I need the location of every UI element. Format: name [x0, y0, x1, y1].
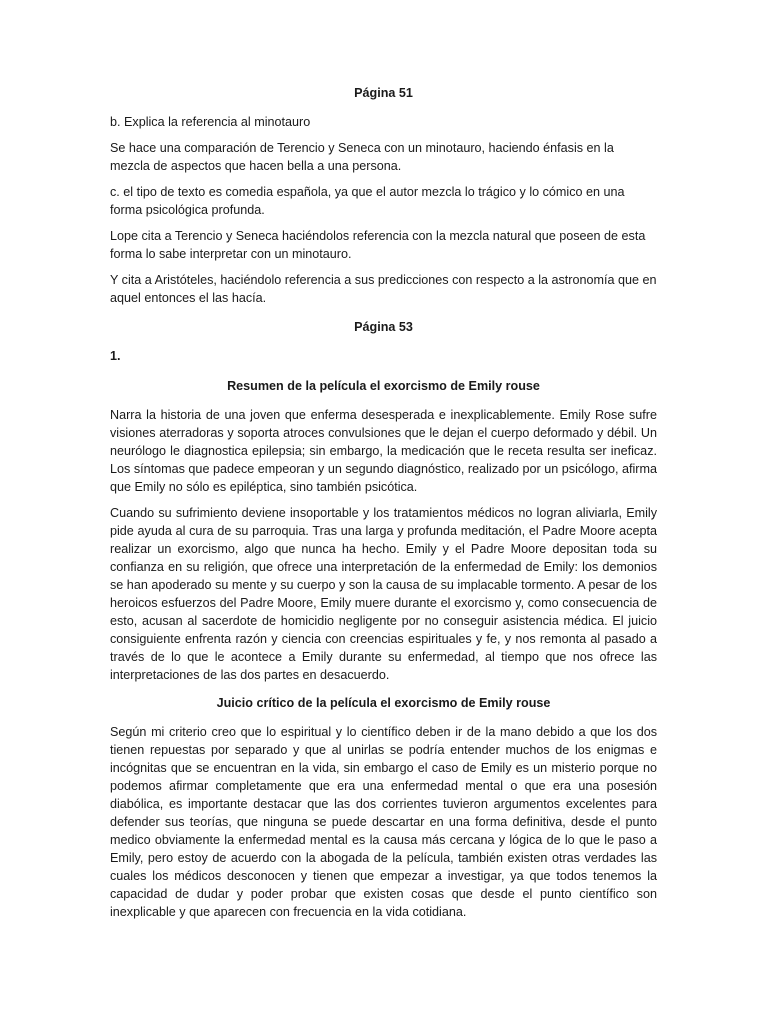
- document-page: [110, 84, 657, 929]
- page-51-heading: Página 51: [354, 86, 413, 100]
- resumen-paragraph-2: Cuando su sufrimiento deviene insoportable y los tratamientos médicos no logran aliviarla, Emily pide ayuda al cura de su parroquia. Tras una larga y profunda meditación, el Padre Moore acepta realizar un exorcismo, algo que nunca ha hecho. Emily y el Padre Moore depositan toda su confianza en su religión, que ofrece una interpretación de la enfermedad de Emily: los demonios se han apoderado su mente y su cuerpo y son la causa de su implacable tormento. A pesar de los heroicos esfuerzos del Padre Moore, Emily muere durante el exorcismo y, como consecuencia de esto, acusan al sacerdote de homicidio negligente por no conseguir asistencia médica. El juicio consiguiente enfrenta razón y ciencia con creencias espirituales y fe, y nos remonta al pasado a través de lo que le acontece a Emily durante su enfermedad, al tiempo que nos ofrece las interpretaciones de las dos partes en desacuerdo.: [110, 506, 657, 682]
- question-b: b. Explica la referencia al minotauro: [110, 115, 311, 129]
- paragraph-lope-cita: Lope cita a Terencio y Seneca haciéndolos referencia con la mezcla natural que poseen de esta forma lo sabe interpretar con un minotauro.: [110, 229, 646, 261]
- item-number: 1.: [110, 349, 121, 363]
- juicio-paragraph: Según mi criterio creo que lo espiritual y lo científico deben ir de la mano debido a que los dos tienen repuestas por separado y que al unirlas se podría entender muchos de los enigmas e incógnitas que se encuentran en la vida, sin embargo el caso de Emily es un misterio porque no podemos afirmar completamente que era una enfermedad mental o que era una posesión diabólica, es importante destacar que las dos corrientes tuvieron argumentos excelentes para defender sus teorías, que ninguna se puede descartar en una forma definitiva, desde el punto medico obviamente la enfermedad mental es la causa más cercana y lógica de lo que le paso a Emily, pero estoy de acuerdo con la abogada de la película, también existen otras verdades las cuales los médicos desconocen y tienen que empezar a investigar, ya que todos tenemos la capacidad de dudar y poder probar que existen cosas que desde el punto científico son inexplicable y que aparecen con frecuencia en la vida cotidiana.: [110, 725, 657, 919]
- paragraph-tipo-texto: c. el tipo de texto es comedia española, ya que el autor mezcla lo trágico y lo cómico en una forma psicológica profunda.: [110, 185, 625, 217]
- resumen-paragraph-1: Narra la historia de una joven que enferma desesperada e inexplicablemente. Emily Rose sufre visiones aterradoras y soporta atroces convulsiones que le dejan el cuerpo deformado y débil. Un neurólogo le diagnostica epilepsia; sin embargo, la medicación que le receta resulta ser ineficaz. Los síntomas que padece empeoran y un segundo diagnóstico, realizado por un psicólogo, afirma que Emily no sólo es epiléptica, sino también psicótica.: [110, 408, 657, 494]
- paragraph-aristoteles: Y cita a Aristóteles, haciéndolo referencia a sus predicciones con respecto a la astronomía que en aquel entonces el las hacía.: [110, 273, 657, 305]
- page-53-heading: Página 53: [354, 320, 413, 334]
- resumen-title: Resumen de la película el exorcismo de Emily rouse: [227, 379, 540, 393]
- paragraph-minotauro: Se hace una comparación de Terencio y Seneca con un minotauro, haciendo énfasis en la mezcla de aspectos que hacen bella a una persona.: [110, 141, 614, 173]
- juicio-title: Juicio crítico de la película el exorcismo de Emily rouse: [216, 696, 551, 710]
